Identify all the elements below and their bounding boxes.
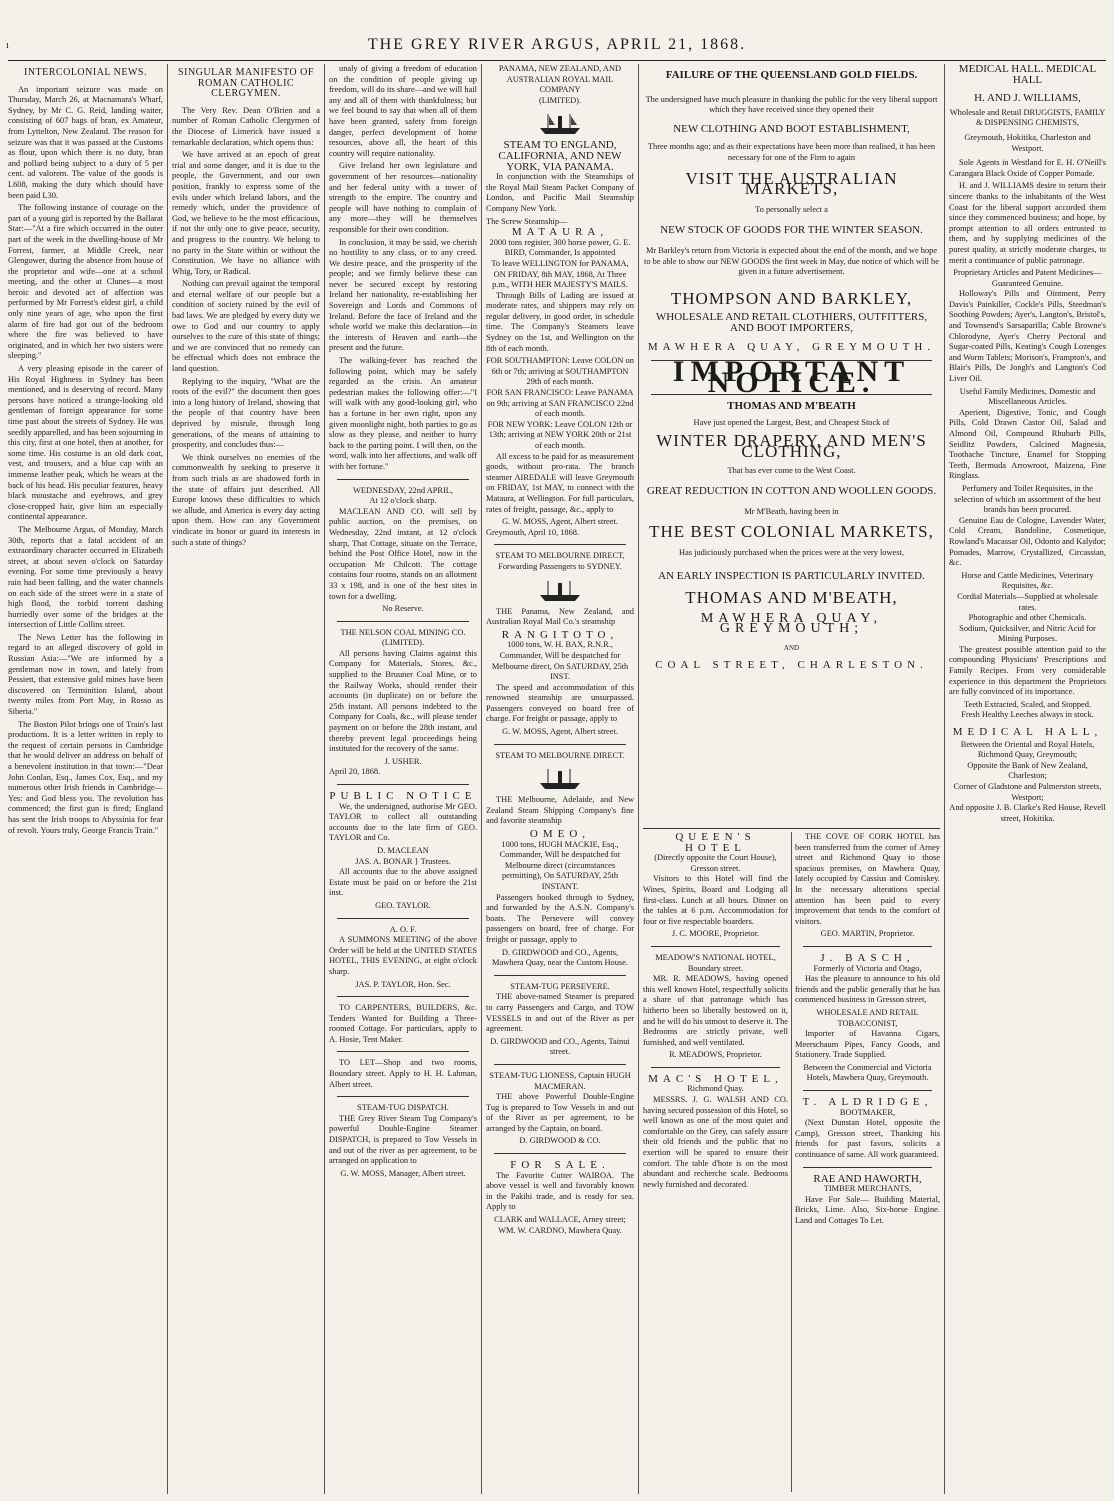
auction-reserve: No Reserve. (382, 604, 424, 614)
mail-company-subheader: (LIMITED). (538, 95, 582, 105)
best-colonial-markets: THE BEST COLONIAL MARKETS, (649, 522, 934, 542)
route-san-francisco: FOR SAN FRANCISCO: Leave PANAMA on 9th; arriving at SAN FRANCISCO 22nd of each month. (486, 388, 634, 419)
agent-signature: G. W. MOSS, Agent, Albert street. (502, 517, 618, 527)
meadows-hotel-subtitle: Boundary street. (687, 963, 744, 973)
for-sale-title: FOR SALE. (510, 1159, 610, 1172)
article-paragraph: The Boston Pilot brings one of Train's last productions. It is a letter written in reply to the request of certain persons in Cambridge that he would deliver an address on behalf of a benevolent institution in that town:—"Dear John Conlan, Esq., James Cox, Esq., and my numerous other Irish friends in Cambridge—Yes: and God bless you. The revolution has commenced; the first gun is fired; England has sent the Irish troops to Abyssinia for fear of revolt. Yours truly, George Francis Train." (8, 719, 163, 835)
queensland-intro: The undersigned have much pleasure in thanking the public for the very liberal support which they have received since they opened their (645, 94, 938, 115)
auction-date: WEDNESDAY, 22nd APRIL, (352, 485, 454, 495)
shipping-body: THE Melbourne, Adelaide, and New Zealand Steam Shipping Company's fine and favorite steamship (486, 795, 634, 826)
steamship-label: The Screw Steamship— (486, 216, 568, 226)
cove-of-cork-signature: GEO. MARTIN, Proprietor. (820, 929, 915, 939)
route-southampton: FOR SOUTHAMPTON: Leave COLON on 6th or 7th; arriving at SOUTHAMPTON 29th of each month. (486, 356, 634, 387)
margin-mark: ı (6, 40, 9, 51)
macs-hotel-body: MESSRS. J. G. WALSH AND CO. having secured possession of this Hotel, so well known as one of the most quiet and comfortable on the Grey, can safely assure their old friends and the public that no exertion will be spared to ensure their comfort. The table d'hote is on the most abundant and recherche scale. Bedrooms newly furnished and decorated. (643, 1095, 788, 1189)
rae-haworth-title: RAE AND HAWORTH, (813, 1172, 922, 1185)
address-line: Opposite the Bank of New Zealand, Charleston; (967, 760, 1088, 781)
teeth-line: Teeth Extracted, Scaled, and Stopped. (963, 699, 1092, 709)
article-paragraph: unaly of giving a freedom of education on the condition of people giving up freedom, will do its share—and we will hail any and all of them with thankfulness; but we feel bound to say that when all of them have been granted, safety from foreign danger, perfect development of home resources, above all, the heart of this country will require nationality. (329, 64, 477, 158)
aldridge-trade: BOOTMAKER, (839, 1107, 896, 1117)
article-paragraph: We have arrived at an epoch of great trial and some danger, and it is due to the people, the Government, and our own position, frankly to express some of the evils under which Ireland labors, and the remedy which, under the providence of God, we believe to be the most efficacious, if not the only one to give peace, security, and progress to the country. We belong to no party in the State within or without the Constitution. We have no alliance with Whig, Tory, or Radical. (172, 150, 320, 276)
aof-body: A SUMMONS MEETING of the above Order will be held at the UNITED STATES HOTEL, THIS EVENING, at eight o'clock sharp. (329, 935, 477, 976)
masthead (0, 0, 1114, 56)
separator (494, 975, 626, 976)
important-notice-title: IMPORTANT NOTICE. (672, 355, 911, 399)
article-paragraph: A very pleasing episode in the career of His Royal Highness in Sydney has been mentioned, and is deserving of record. Many persons have noticed a strange-looking old gentleman of foreign appearance for some time past about the streets of Sydney. He was seedily apparelled, and has been sojourning in this city, first at one hotel, then at another, for some time. His costume is an old dark coat, vest, and trousers, and a blue cap with an immense leather peak, which he wears at the back of his head. His peculiar features, heavy black moustache and eyebrows, and grey close-cropped hair, give him an especially continental appearance. (8, 364, 163, 522)
firm-name-thomas-mbeath: THOMAS AND M'BEATH (727, 400, 856, 413)
separator (337, 1051, 469, 1052)
column-divider (791, 832, 792, 1492)
aof-signature: JAS. P. TAYLOR, Hon. Sec. (355, 979, 451, 989)
queensland-body: Three months ago; and as their expectations have been more than realised, it has been necessary for one of the Firm to again (647, 142, 936, 162)
basch-address: Between the Commercial and Victoria Hotels, Mawhera Quay, Greymouth. (803, 1062, 932, 1083)
medical-paragraph: Sole Agents in Westland for E. H. O'Neill's Carangara Black Oxide of Copper Pomade. (949, 158, 1106, 178)
shipping-body: THE Panama, New Zealand, and Australian Royal Mail Co.'s steamship (486, 606, 634, 627)
early-inspection: AN EARLY INSPECTION IS PARTICULARLY INVITED. (658, 569, 925, 582)
medical-subheading: Perfumery and Toilet Requisites, in the selection of which an assortment of the best brands has been procured. (954, 483, 1101, 515)
article-paragraph: The walking-fever has reached the following point, which may be safely regarded as the crisis. An amateur pedestrian makes the following offer:—"I will walk with any good-looking girl, who has a fortune in her own right, upon any given moonlight night, both parties to go as slow as they please, and neither to hurry back to the parting point. I will then, on the word, walk into her affections, and walk off with her fortune." (329, 356, 477, 471)
article-paragraph: The Very Rev. Dean O'Brien and a number of Roman Catholic Clergymen of the Diocese of Limerick have issued a remarkable declaration, which opens thus: (172, 105, 320, 147)
queens-hotel-title: QUEEN'S HOTEL (675, 832, 756, 854)
shipping-body: All excess to be paid for as measurement goods, without pro-rata. The branch steamer AIREDALE will leave Greymouth on FRIDAY, 1st MAY, to connect with the Mataura, at Wellington. For full particulars, rates of freight, passage, &c., apply to (486, 451, 634, 514)
steamship-icon (538, 765, 582, 791)
medical-hall-heading: MEDICAL HALL. MEDICAL HALL (958, 64, 1097, 86)
separator (337, 784, 469, 785)
article-paragraph: Give Ireland her own legislature and government of her resources—nationality and her federal unity with a tower of strength to the empire. The country and people will have nothing to complain of any more—they will be themselves responsible for their own condition. (329, 161, 477, 234)
clothing-establishment: NEW CLOTHING AND BOOT ESTABLISHMENT, (673, 122, 910, 135)
ship-details: 1000 tons, HUGH MACKIE, Esq., Commander, Will be despatched for Melbourne direct (circumstances permitting), On SATURDAY, 25th INSTANT. (499, 839, 621, 891)
tug-persevere-title: STEAM-TUG PERSEVERE. (510, 981, 610, 991)
nelson-title: THE NELSON COAL MINING CO. (340, 627, 466, 637)
nelson-body: All persons having Claims against this Company for Materials, Stores, &c., supplied to the Bruuner Coal Mine, or to the Railway Works, should render their accounts (in duplicate) on or before the 25th instant. All persons indebted to the Company for Coals, &c., will please tender payment on or before the 28th instant, and thereby prevent legal proceedings being instituted for the recovery of the same. (329, 648, 477, 754)
column-medical-hall (949, 64, 1106, 1494)
column-hotels (643, 832, 788, 1492)
medical-hall-footer: MEDICAL HALL, (952, 726, 1103, 739)
ship-departure: To leave WELLINGTON for PANAMA, ON FRIDAY, 8th MAY, 1868, At Three p.m., WITH HER MAJESTY'S MAILS. (491, 258, 629, 290)
williams-trade: Wholesale and Retail DRUGGISTS, FAMILY & DISPENSING CHEMISTS, (949, 107, 1106, 128)
tug-lioness-title: STEAM-TUG LIONESS, Captain HUGH MACMERAN. (489, 1070, 631, 1091)
agent-signature: D. GIRDWOOD and CO., Agents, Mawhera Quay, near the Custom House. (492, 947, 628, 968)
meadows-hotel-body: MR. R. MEADOWS, having opened this well known Hotel, respectfully solicits a share of that patronage which has hitherto been so liberally bestowed on it, and he will do his utmost to deserve it. The Bedrooms are strictly private, well furnished, and well ventilated. (643, 974, 788, 1047)
separator (337, 996, 469, 997)
basch-trade: WHOLESALE AND RETAIL TOBACCONIST, (816, 1007, 919, 1028)
meadows-hotel-title: MEADOW'S NATIONAL HOTEL, (655, 952, 776, 962)
aldridge-title: T. ALDRIDGE, (802, 1096, 933, 1109)
ship-name-rangitoto: RANGITOTO, (501, 628, 619, 641)
medical-subheading: Cordial Materials—Supplied at wholesale rates. (957, 591, 1098, 612)
aldridge-body: (Next Dunstan Hotel, opposite the Camp), Gresson street, Thanking his friends for past favors, solicits a continuance of same. All work guaranteed. (795, 1118, 940, 1160)
tug-dispatch-body: THE Grey River Steam Tug Company's powerful Double-Engine Steamer DISPATCH, is prepared to Tow Vessels in and out of the river as per agreement, to be arranged on application to (329, 1113, 477, 1166)
column-trades (795, 832, 940, 1492)
public-notice-signature: JAS. A. BONAR } Trustees. (355, 856, 451, 866)
steamship-icon (538, 577, 582, 603)
meadows-hotel-signature: R. MEADOWS, Proprietor. (669, 1050, 762, 1060)
firm-trade: WHOLESALE AND RETAIL CLOTHIERS, OUTFITTERS, AND BOOT IMPORTERS, (655, 311, 928, 334)
clothing-advertisement (643, 64, 940, 824)
column-divider (638, 64, 639, 1494)
rae-haworth-body: Have For Sale— Building Material, Bricks, Lime. Also, Six-horse Engine. Land and Cottages To Let. (795, 1194, 940, 1225)
agent-signature: D. GIRDWOOD and CO., Agents, Tainui street. (490, 1036, 630, 1057)
masthead-rule (8, 60, 1106, 61)
article-paragraph: We think ourselves no enemies of the commonwealth by seeking to preserve it from such trials as are shadowed forth in the state of affairs just described. All Europe knows these difficulties to which we allude, and America is every day acting upon them. How can any Government vindicate its honor or guard its interests in such a state of things? (172, 452, 320, 547)
macs-hotel-title: MAC'S HOTEL, (648, 1072, 783, 1085)
separator (803, 1167, 932, 1168)
shipping-body: In conjunction with the Steamships of the Royal Mail Steam Packet Company of London, and Pacific Mail Steamship Company New York. (486, 172, 634, 213)
manifesto-heading: SINGULAR MANIFESTO OF ROMAN CATHOLIC CLERGYMEN. (178, 67, 314, 100)
tug-lioness-body: THE above Powerful Double-Engine Tug is prepared to Tow Vessels in and out of the River as per agreement, to be arranged by the Captain, on board. (486, 1092, 634, 1133)
separator (803, 1090, 932, 1091)
greymouth-address: MAWHERA QUAY, GREYMOUTH; (700, 610, 883, 637)
medical-paragraph: Holloway's Pills and Ointment, Perry Davis's Painkiller, Cockle's Pills, Steedman's Soothing Powders; Ayer's, Langton's, Bristol's, and Townsend's Sarsaparilla; Cable Browne's Chlorodyne, Ayer's Cherry Pectoral and Sugar-coated Pills, Keating's Cough Lozenges and Worm Tablets; Morison's, Frampton's, and Blair's Pills, De Jongh's and Langton's Cod Liver Oil. (949, 289, 1106, 384)
firm-name-williams: H. AND J. WILLIAMS, (974, 92, 1081, 105)
separator (337, 918, 469, 919)
mail-company-header: PANAMA, NEW ZEALAND, AND AUSTRALIAN ROYAL MAIL COMPANY (498, 64, 622, 95)
queens-hotel-body: Visitors to this Hotel will find the Wines, Spirits, Board and Lodging all first-class. Lunch at all hours. Dinner on the tables at 6 p.m. Accommodation for four or five respectable boarders. (643, 874, 788, 926)
route-new-york: FOR NEW YORK: Leave COLON 12th or 13th; arriving at NEW YORK 20th or 21st of each month. (487, 419, 633, 450)
mbeath-been: Mr M'Beath, having been in (744, 506, 839, 516)
tug-persevere-body: THE above-named Steamer is prepared to carry Passengers and Cargo, and TOW VESSELS in and out of the River as per agreement. (486, 992, 634, 1034)
shipping-body: Passengers booked through to Sydney, and forwarded by the A.S.N. Company's boats. The Persevere will convey passengers on board, free of charge. For freight or passage, apply to (486, 892, 634, 944)
ship-details: 2000 tons register, 300 horse power, G. E. BIRD, Commander, Is appointed (489, 237, 631, 258)
auction-time: At 12 o'clock sharp. (369, 496, 437, 506)
ship-name-omeo: OMEO, (529, 828, 591, 841)
carpenters-ad: TO CARPENTERS, BUILDERS, &c. Tenders Wanted for Building a Three-roomed Cottage. For particulars, apply to A. Hosie, Tent Maker. (329, 1003, 477, 1044)
medical-subheading: Photographic and other Chemicals. (968, 613, 1087, 623)
barkley-return: Mr Barkley's return from Victoria is expected about the end of the month, and we hope to be able to show our NEW GOODS the first week in May, due notice of which will be given in a future advertisement. (644, 245, 939, 277)
for-sale-body: The Favorite Cutter WAIROA. The above vessel is well and favorably known in the Pakihi trade, and is ready for sea. Apply to (486, 1170, 634, 1212)
article-paragraph: In conclusion, it may be said, we cherish no hostility to any class, or to any creed. We desire peace, and the prosperity of the people; and we firmly believe these can never be secured except by restoring Ireland her nationality, re-establishing her Sovereign and Lords and Commons of Ireland. Before the face of Ireland and the whole world we make this declaration—in the interests of Heaven and earth—the present and the future. (329, 237, 477, 353)
article-paragraph: Replying to the inquiry, "What are the roots of the evil?" the document then goes into a long history of Ireland, showing that the people of that country have been deprived by misrule, through long generations, of the means of attaining to prosperity, and concludes thus:— (172, 376, 320, 450)
visit-markets: VISIT THE AUSTRALIAN MARKETS, (685, 168, 898, 199)
medical-paragraph: The greatest possible attention paid to the compounding Physicians' Prescriptions and Family Recipes. From very considerable experience in this department the Proprietors are fully convinced of its importance. (949, 644, 1106, 697)
rae-haworth-trade: TIMBER MERCHANTS, (823, 1184, 912, 1194)
queens-hotel-subtitle: (Directly opposite the Court House), Gresson street. (654, 853, 777, 873)
queens-hotel-signature: J. C. MOORE, Proprietor. (671, 929, 760, 939)
and-line: AND (783, 644, 800, 652)
winter-drapery: WINTER DRAPERY, AND MEN'S CLOTHING, (656, 431, 927, 462)
ship-name-mataura: MATAURA, (511, 226, 609, 239)
medical-paragraph: Aperient, Digestive, Tonic, and Cough Pills, Cold Drawn Castor Oil, Salad and Almond Oil, Compound Rhubarb Pills, Seidlitz Powders, Calcined Magnesia, Toothache Tincture, Enamel for Stopping Teeth, Bermuda Arrowroot, Maizena, Fine Ringlass. (949, 407, 1106, 481)
select-line: To personally select a (755, 204, 828, 214)
steamship-icon (538, 110, 582, 136)
sale-signature: WM. W. CARDNO, Mawhera Quay. (498, 1225, 622, 1235)
article-paragraph: The Melbourne Argus, of Monday, March 30th, reports that a fatal accident of an extraordinary character occurred in Elizabeth street, at about seven o'clock on Saturday evening. For some time previously a heavy rain had been falling, and the water channels on each side of the street were in a state of high flood, the torbid torrent dashing hurriedly over some of the bridges at the intersection of Little Collins street. (8, 524, 163, 630)
shipping-body: Through Bills of Lading are issued at moderate rates, and shippers may rely on regular delivery, in good order, in schedule time. The Company's Steamers leave Sydney on the 1st, and Wellington on the 8th of each month. (486, 290, 634, 353)
winter-stock: NEW STOCK OF GOODS FOR THE WINTER SEASON. (660, 224, 923, 237)
west-coast-line: That has ever come to the West Coast. (727, 465, 856, 475)
agent-signature: G. W. MOSS, Agent, Albert street. (502, 727, 618, 737)
basch-body: Importer of Havanna Cigars, Meerschaum Pipes, Fancy Goods, and Stationery. Trade Supplied. (795, 1029, 940, 1060)
lower-ad-rule (643, 828, 940, 829)
medical-subheading: Useful Family Medicines, Domestic and Miscellaneous Articles. (959, 386, 1096, 407)
steam-to-melbourne-heading: STEAM TO MELBOURNE DIRECT. (495, 750, 625, 760)
ad-date: Greymouth, April 10, 1868. (486, 527, 580, 537)
tug-dispatch-title: STEAM-TUG DISPATCH. (357, 1103, 449, 1113)
medical-paragraph: Genuine Eau de Cologne, Lavender Water, Cold Cream, Bandoline, Cosmetique, Rowland's Macassar Oil, Odonto and Kalydor; Pomades, Marrow, Crystallized, Circassian, &c. (949, 515, 1106, 568)
column-manifesto-continued (329, 64, 477, 1494)
article-paragraph: The following instance of courage on the part of a young girl is reported by the Ballarat Star:—"At a fire which occurred in the outer part of the week in the dwelling-house of Mr Forrest, farmer, at Middle Creek, near Glengower, during the absence from house of the proprietor and wife—one at a school meeting, and the other at Clunes—a most heroic and devoted act of affection was performed by Mr Forrest's eldest girl, a child only nine years of age, who upon the first alarm of fire had got out of the bedroom where the fire was believed to have originated, and in which her two sisters were sleeping." (8, 203, 163, 361)
medical-subheading: Sodium, Quicksilver, and Nitric Acid for Mining Purposes. (959, 623, 1096, 644)
basch-title: J. BASCH, (820, 951, 915, 964)
firm-address: MAWHERA QUAY, GREYMOUTH. (647, 340, 936, 353)
firm-name-thompson-barkley: THOMPSON AND BARKLEY, (670, 288, 913, 308)
address-line: Corner of Gladstone and Palmerston streets, Westport; (953, 782, 1102, 802)
public-notice-signature: D. MACLEAN (377, 845, 429, 855)
public-notice-title: PUBLIC NOTICE (329, 790, 477, 802)
steam-to-england-heading: STEAM TO ENGLAND, CALIFORNIA, AND NEW YORK, VIA PANAMA. (498, 139, 622, 173)
separator (803, 946, 932, 947)
separator (494, 544, 626, 545)
opened-line: Have just opened the Largest, Best, and Cheapest Stock of (693, 417, 890, 427)
column-manifesto (172, 64, 320, 1494)
shipping-body: The speed and accommodation of this renowned steamship are unsurpassed. Passengers conveyed on board free of charge. For freight or passage, apply to (486, 682, 634, 724)
column-intercolonial-news (8, 64, 163, 1494)
separator (494, 744, 626, 745)
column-divider (167, 64, 168, 1494)
nelson-date: April 20, 1868. (329, 767, 381, 777)
to-let-ad: TO LET—Shop and two rooms, Boundary street. Apply to H. H. Lahman, Albert street. (329, 1058, 477, 1089)
queensland-title: FAILURE OF THE QUEENSLAND GOLD FIELDS. (665, 69, 918, 81)
address-line: And opposite J. B. Clarke's Red House, Revell street, Hokitika. (949, 803, 1106, 823)
public-notice-body: We, the undersigned, authorise Mr GEO. TAYLOR to collect all outstanding accounts due to the late firm of GEO. TAYLOR and Co. (329, 801, 477, 843)
separator (337, 1096, 469, 1097)
auction-body: MACLEAN AND CO. will sell by public auction, on the premises, on Wednesday, 22nd instant, at 12 o'clock sharp, That Cottage, situate on the Terrace, behind the Post Office Hotel, now in the occupation Mr Chilcott. The cottage contains four rooms, stands on an allotment 33 x 198, and is one of the best sites in town for a dwelling. (329, 506, 477, 601)
masthead-title: THE GREY RIVER ARGUS, APRIL 21, 1868. (367, 36, 747, 53)
medical-paragraph: H. and J. WILLIAMS desire to return their sincere thanks to the inhabitants of the West Coast for the liberal support accorded them since they commenced business; and hope, by prompt attention to all orders entrusted to them, and by supplying medicines of the purest quality, at strictly moderate charges, to merit a continuance of public patronage. (949, 181, 1106, 265)
tug-dispatch-signature: G. W. MOSS, Manager, Albert street. (340, 1168, 466, 1178)
column-divider (944, 64, 945, 1494)
separator (494, 1153, 626, 1154)
macs-hotel-subtitle: Richmond Quay. (687, 1084, 744, 1094)
basch-body: Has the pleasure to announce to his old friends and the public generally that he has commenced business in Gresson street, (795, 974, 940, 1005)
aof-title: A. O. F. (389, 924, 417, 934)
ship-details: 1000 tons, W. H. BAX, R.N.R., Commander, Will be despatched for Melbourne direct, On SATURDAY, 25th INST. (491, 640, 629, 682)
agent-signature: D. GIRDWOOD & CO. (519, 1136, 601, 1146)
leeches-line: Fresh Healthy Leeches always in stock. (961, 710, 1094, 720)
column-divider (481, 64, 482, 1494)
medical-subheading: Horse and Cattle Medicines, Veterinary Requisites, &c. (961, 570, 1094, 591)
public-notice-body: All accounts due to the above assigned Estate must be paid on or before the 21st inst. (329, 867, 477, 898)
cove-of-cork-body: THE COVE OF CORK HOTEL has been transferred from the corner of Arney street and Richmond Quay to those spacious premises, on Mawhera Quay, lately occupied by Cassius and Comiskey. In the necessary alterations special attention has been paid to every improvement that tends to the comfort of visitors. (795, 832, 940, 926)
nelson-signature: J. USHER. (384, 756, 422, 766)
firm-name-thomas-mbeath: THOMAS AND M'BEATH, (685, 588, 898, 608)
nelson-subtitle: (LIMITED). (381, 638, 425, 648)
column-shipping (486, 64, 634, 1494)
purchased-line: Has judiciously purchased when the prices were at the very lowest, (679, 548, 904, 558)
williams-towns: Greymouth, Hokitika, Charleston and Westport. (964, 132, 1091, 153)
separator (337, 479, 469, 480)
sale-signature: CLARK and WALLACE, Arney street; (494, 1215, 626, 1225)
article-paragraph: Nothing can prevail against the temporal and eternal welfare of our people but a condition of society ruined by the evil of bad laws. We are pledged by every duty we owe to God and our country to apply ourselves to the cure of this state of things; and we are convinced that no remedy can be effectual which does not embrace the land question. (172, 279, 320, 374)
separator (651, 946, 780, 947)
medical-subheading: Proprietary Articles and Patent Medicines—Guaranteed Genuine. (953, 268, 1102, 288)
great-reduction: GREAT REDUCTION IN COTTON AND WOOLLEN GOODS. (646, 485, 937, 498)
public-notice-signature: GEO. TAYLOR. (375, 900, 431, 910)
separator (337, 621, 469, 622)
basch-subtitle: Formerly of Victoria and Otago, (813, 963, 922, 973)
separator (651, 1067, 780, 1068)
intercolonial-heading: INTERCOLONIAL NEWS. (23, 67, 147, 78)
article-paragraph: An important seizure was made on Thursday, March 26, at Macnamara's Wharf, Sydney, by Mr C. G. Reid, landing waiter, consisting of 607 bags of bran, ex Amateur, from Lyttelton, New Zealand. The reason for seizure was that it was passed at the Customs as flour, upon which there is no duty, bran and pollard being subject to a duty of 5 per cent. ad valorem. The value of the goods is L608, making the duty which should have been paid L30. (8, 84, 163, 200)
steam-to-melbourne-heading: STEAM TO MELBOURNE DIRECT, Forwarding Passengers to SYDNEY. (495, 551, 625, 571)
charleston-address: COAL STREET, CHARLESTON. (655, 658, 928, 671)
column-divider (324, 64, 325, 1494)
address-line: Between the Oriental and Royal Hotels, Richmond Quay, Greymouth; (960, 739, 1095, 760)
article-paragraph: The News Letter has the following in regard to an alleged discovery of gold in Russian Asia:—"We are informed by a gentleman now in town, and lately from Pessiett, that extensive gold mines have been discovered on Terminition Island, about twenty miles from Port May, in Rosso as Siberia." (8, 632, 163, 717)
separator (494, 1064, 626, 1065)
